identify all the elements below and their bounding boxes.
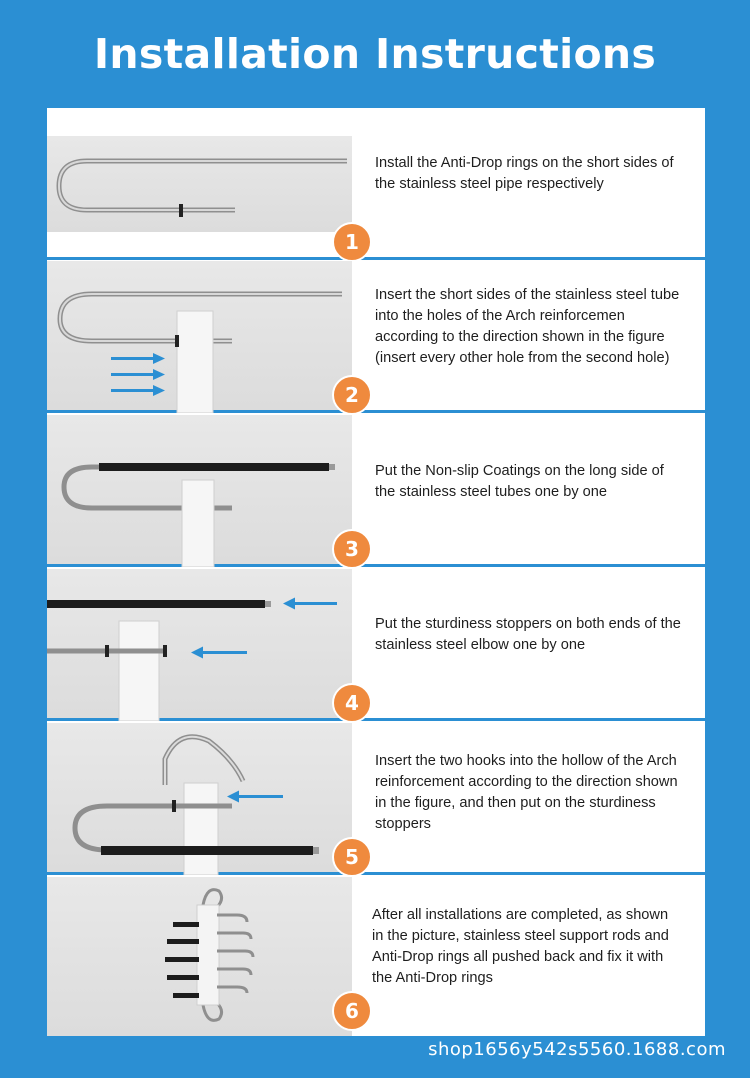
step-6-badge: 6 [332, 991, 372, 1031]
step-4-arrow-lower [187, 639, 257, 669]
step-4-arrows [277, 589, 347, 669]
step-2 [47, 261, 705, 413]
step-1 [47, 108, 705, 260]
step-6-text: After all installations are completed, as shown in the picture, stainless steel support rods and Anti-Drop rings all pushed back and fix it with the Anti-Drop rings [372, 907, 669, 986]
step-2-photo [47, 261, 352, 410]
step-4-badge: 4 [332, 683, 372, 723]
step-6-photo [47, 877, 352, 1036]
step-5-badge: 5 [332, 837, 372, 877]
step-5-text: Insert the two hooks into the hollow of the Arch reinforcement according to the direction shown in the figure, and then put on the sturdiness stoppers [375, 753, 678, 832]
shop-url-watermark: shop1656y542s5560.1688.com [428, 1039, 726, 1060]
step-3 [47, 415, 705, 567]
step-4 [47, 569, 705, 721]
step-3-text: Put the Non-slip Coatings on the long side of the stainless steel tubes one by one [375, 463, 664, 500]
step-1-text: Install the Anti-Drop rings on the short sides of the stainless steel pipe respectively [375, 155, 674, 192]
step-4-text: Put the sturdiness stoppers on both ends of the stainless steel elbow one by one [375, 616, 681, 653]
step-2-text: Insert the short sides of the stainless steel tube into the holes of the Arch reinforcemen according to the direction shown in the figure (insert every other hole from the second hole) [375, 287, 680, 366]
step-2-badge: 2 [332, 375, 372, 415]
step-5 [47, 723, 705, 875]
step-3-badge: 3 [332, 529, 372, 569]
step-3-photo [47, 415, 352, 564]
step-5-arrow [223, 783, 293, 813]
instructions-panel [47, 108, 705, 1036]
step-1-photo [47, 136, 352, 232]
step-1-badge: 1 [332, 222, 372, 262]
step-6 [47, 877, 705, 1036]
step-5-photo [47, 723, 352, 872]
page-title: Installation Instructions [93, 30, 657, 78]
